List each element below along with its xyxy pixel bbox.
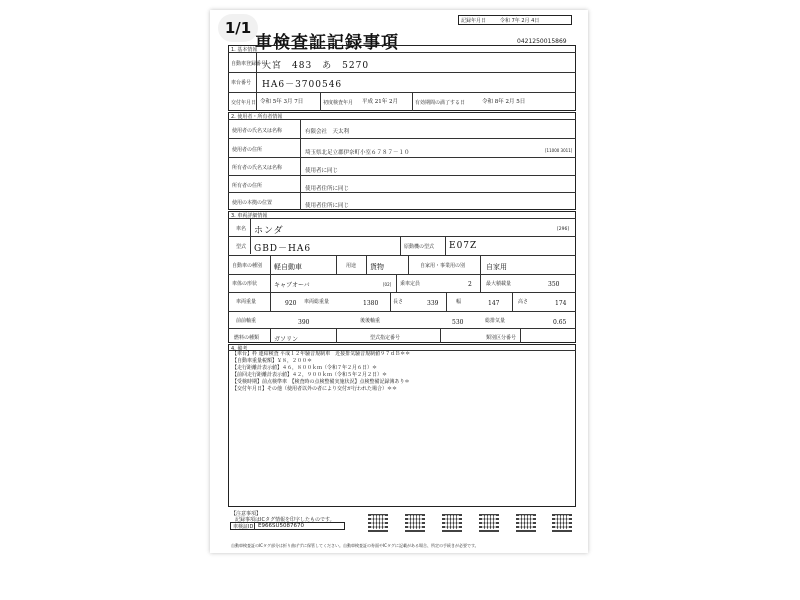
owner-address: 使用者住所に同じ	[305, 186, 350, 192]
remark-line: 【自動車重量税額】￥８，２００＊	[232, 358, 313, 364]
expiry-label: 有効期間の満了する日	[415, 100, 466, 106]
section-remarks: 4. 備考	[231, 346, 248, 352]
front-axle-label: 前前軸重	[236, 318, 257, 324]
rear-axle-label: 後後軸重	[360, 318, 381, 324]
issue-date-value: 令和 7年 2月 4日	[500, 18, 540, 24]
owner-name: 使用者に同じ	[305, 168, 339, 174]
user-name-label: 使用者の氏名又は名称	[232, 128, 283, 134]
width-label: 幅	[456, 299, 462, 305]
section-basic: 1. 基本情報	[231, 47, 258, 53]
page-indicator: 1/1	[218, 14, 258, 42]
bottom-note: 自動車検査証のICタグ部分は折り曲げずに保管してください。自動車検査証の券面やICタグに記載がある場合、所定の手続きが必要です。	[231, 543, 479, 548]
qr-code-icon	[516, 512, 536, 532]
user-name: 有限会社 天太利	[305, 129, 350, 135]
remark-line: 【交付年月日】その他（使用者以外の者により交付が行われた場合）＊＊	[232, 386, 398, 392]
remark-line: 【前回走行距離計表示値】４２，９００ｋｍ（令和５年２月２日）＊	[232, 372, 388, 378]
qr-code-icon	[405, 512, 425, 532]
type-number-label: 型式指定番号	[370, 335, 401, 341]
qr-code-icon	[552, 512, 572, 532]
capacity-label: 乗車定員	[400, 281, 421, 287]
class-number-label: 類別区分番号	[486, 335, 517, 341]
chassis-label: 車台番号	[231, 80, 252, 86]
rear-axle: 530	[452, 319, 464, 326]
body-label: 車体の形状	[232, 281, 258, 287]
maker-label: 車名	[236, 226, 247, 232]
qr-code-icon	[442, 512, 462, 532]
width: 147	[488, 300, 500, 307]
body-code: [02]	[383, 282, 392, 287]
qr-code-icon	[368, 512, 388, 532]
fuel-label: 燃料の種類	[234, 335, 260, 341]
serial-number: E966SU5087670	[258, 523, 304, 529]
base-location: 使用者住所に同じ	[305, 203, 350, 209]
user-address-code: [11000 3011]	[545, 148, 573, 153]
expiry-value: 令和 8年 2月 5日	[482, 99, 526, 105]
user-address-label: 使用者の住所	[232, 147, 263, 153]
weight-label: 車両重量	[236, 299, 257, 305]
doc-number: 0421250015869	[517, 38, 567, 45]
first-reg-value: 平成 21年 2月	[362, 99, 398, 105]
body: キャブオーバ	[274, 282, 310, 289]
issue-date-label: 記録年月日	[461, 18, 487, 24]
displacement-label: 総排気量	[485, 318, 506, 324]
remark-line: 【車台】枠 連結検査 平成１２年騒音規制車 近接排気騒音規制値９７ｄＢ＊＊	[232, 351, 411, 357]
private-label: 自家用・事業用の別	[420, 263, 466, 269]
use-label: 用途	[346, 263, 357, 269]
remark-line: 【受検時期】前点検準車 【検査時の点検整備実施状況】点検整備記録簿あり＊	[232, 379, 410, 385]
capacity: 2	[468, 281, 472, 288]
base-location-label: 使用の本拠の位置	[232, 200, 273, 206]
reg-number: 大宮 483 あ 5270	[262, 61, 370, 71]
gross-weight-label: 車両総重量	[304, 299, 330, 305]
issue-date-field-label: 交付年月日	[231, 100, 257, 106]
remarks-list	[232, 351, 410, 393]
reg-number-label: 自動車登録番号	[231, 61, 267, 67]
maker-code: [296]	[557, 227, 570, 232]
first-reg-label: 初度検査年月	[323, 100, 354, 106]
max-load: 350	[548, 281, 560, 288]
caution-label: 【注意事項】	[231, 511, 262, 517]
model-label: 型式	[236, 244, 247, 250]
owner-address-label: 所有者の住所	[232, 183, 263, 189]
maker: ホンダ	[254, 226, 284, 236]
user-address: 埼玉県北足立郡伊奈町小室６７８７－１０	[305, 150, 410, 156]
remark-line: 【走行距離計表示値】４６，８００ｋｍ（令和７年２月６日）＊	[232, 365, 378, 371]
section-owner: 2. 使用者・所有者情報	[231, 114, 283, 120]
private: 自家用	[486, 263, 507, 271]
height: 174	[555, 300, 567, 307]
document-title: 車検査証記録事項	[255, 33, 399, 53]
engine: E07Z	[449, 241, 478, 251]
front-axle: 390	[298, 319, 310, 326]
caution-text: 記録事項はICタグ情報を印字したものです。	[235, 517, 335, 523]
height-label: 高さ	[518, 299, 529, 305]
kind: 軽自動車	[274, 263, 302, 271]
section-vehicle: 3. 車両詳細情報	[231, 213, 268, 219]
model: GBD－HA6	[254, 244, 312, 254]
fuel: ガソリン	[274, 336, 299, 343]
length-label: 長さ	[393, 299, 404, 305]
gross-weight: 1380	[363, 300, 379, 307]
serial-label: 車検証ID	[233, 524, 254, 530]
issue-date-field: 令和 5年 3月 7日	[260, 99, 304, 105]
qr-code-icon	[479, 512, 499, 532]
use: 貨物	[370, 263, 384, 271]
kind-label: 自動車の種別	[232, 263, 263, 269]
chassis-number: HA6－3700546	[262, 80, 343, 90]
max-load-label: 最大積載量	[486, 281, 512, 287]
length: 339	[427, 300, 439, 307]
displacement: 0.65	[553, 319, 567, 326]
engine-label: 原動機の型式	[404, 244, 435, 250]
owner-name-label: 所有者の氏名又は名称	[232, 165, 283, 171]
weight: 920	[285, 300, 297, 307]
